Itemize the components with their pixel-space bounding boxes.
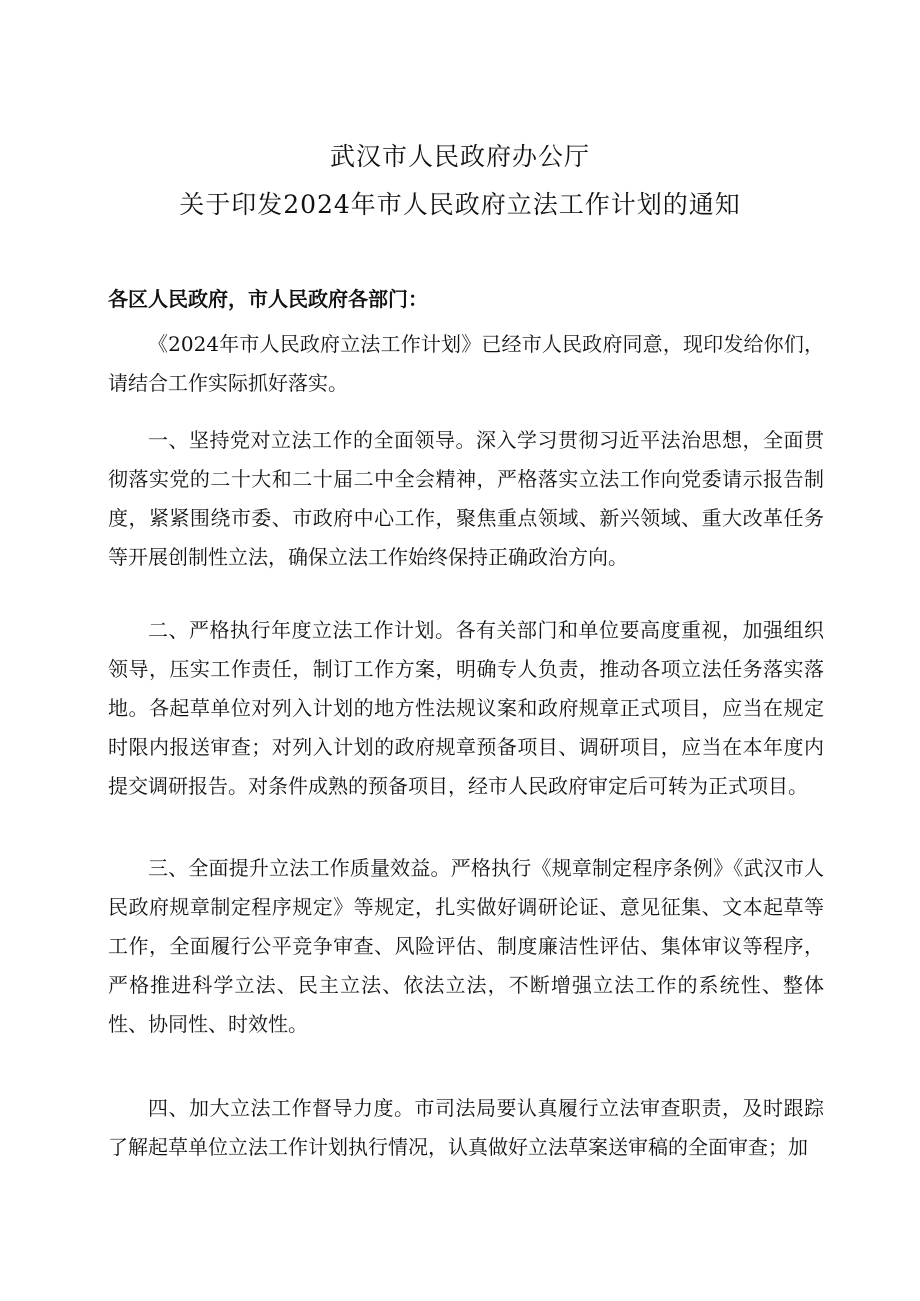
paragraph-item-4: 四、加大立法工作督导力度。市司法局要认真履行立法审查职责，及时跟踪了解起草单位立法工作计划执行情况，认真做好立法草案送审稿的全面审查；加 [108,1096,824,1159]
document-title-issuer: 武汉市人民政府办公厅 [329,142,590,171]
paragraph-intro: 《2024年市人民政府立法工作计划》已经市人民政府同意，现印发给你们，请结合工作实际抓好落实。 [108,332,824,395]
paragraph-item-3: 三、全面提升立法工作质量效益。严格执行《规章制定程序条例》《武汉市人民政府规章制定程序规定》等规定，扎实做好调研论证、意见征集、文本起草等工作，全面履行公平竞争审查、风险评估、制度廉洁性评估、集体审议等程序，严格推进科学立法、民主立法、依法立法，不断增强立法工作的系统性、整体性、协同性、时效性。 [108,856,824,1036]
document-title-subject: 关于印发2024年市人民政府立法工作计划的通知 [179,190,741,219]
paragraph-item-2: 二、严格执行年度立法工作计划。各有关部门和单位要高度重视，加强组织领导，压实工作责任，制订工作方案，明确专人负责，推动各项立法任务落实落地。各起草单位对列入计划的地方性法规议案和政府规章正式项目，应当在规定时限内报送审查；对列入计划的政府规章预备项目、调研项目，应当在本年度内提交调研报告。对条件成熟的预备项目，经市人民政府审定后可转为正式项目。 [108,618,824,798]
paragraph-item-1: 一、坚持党对立法工作的全面领导。深入学习贯彻习近平法治思想，全面贯彻落实党的二十大和二十届二中全会精神，严格落实立法工作向党委请示报告制度，紧紧围绕市委、市政府中心工作，聚焦重点领域、新兴领域、重大改革任务等开展创制性立法，确保立法工作始终保持正确政治方向。 [108,428,824,569]
salutation: 各区人民政府，市人民政府各部门： [108,287,428,311]
